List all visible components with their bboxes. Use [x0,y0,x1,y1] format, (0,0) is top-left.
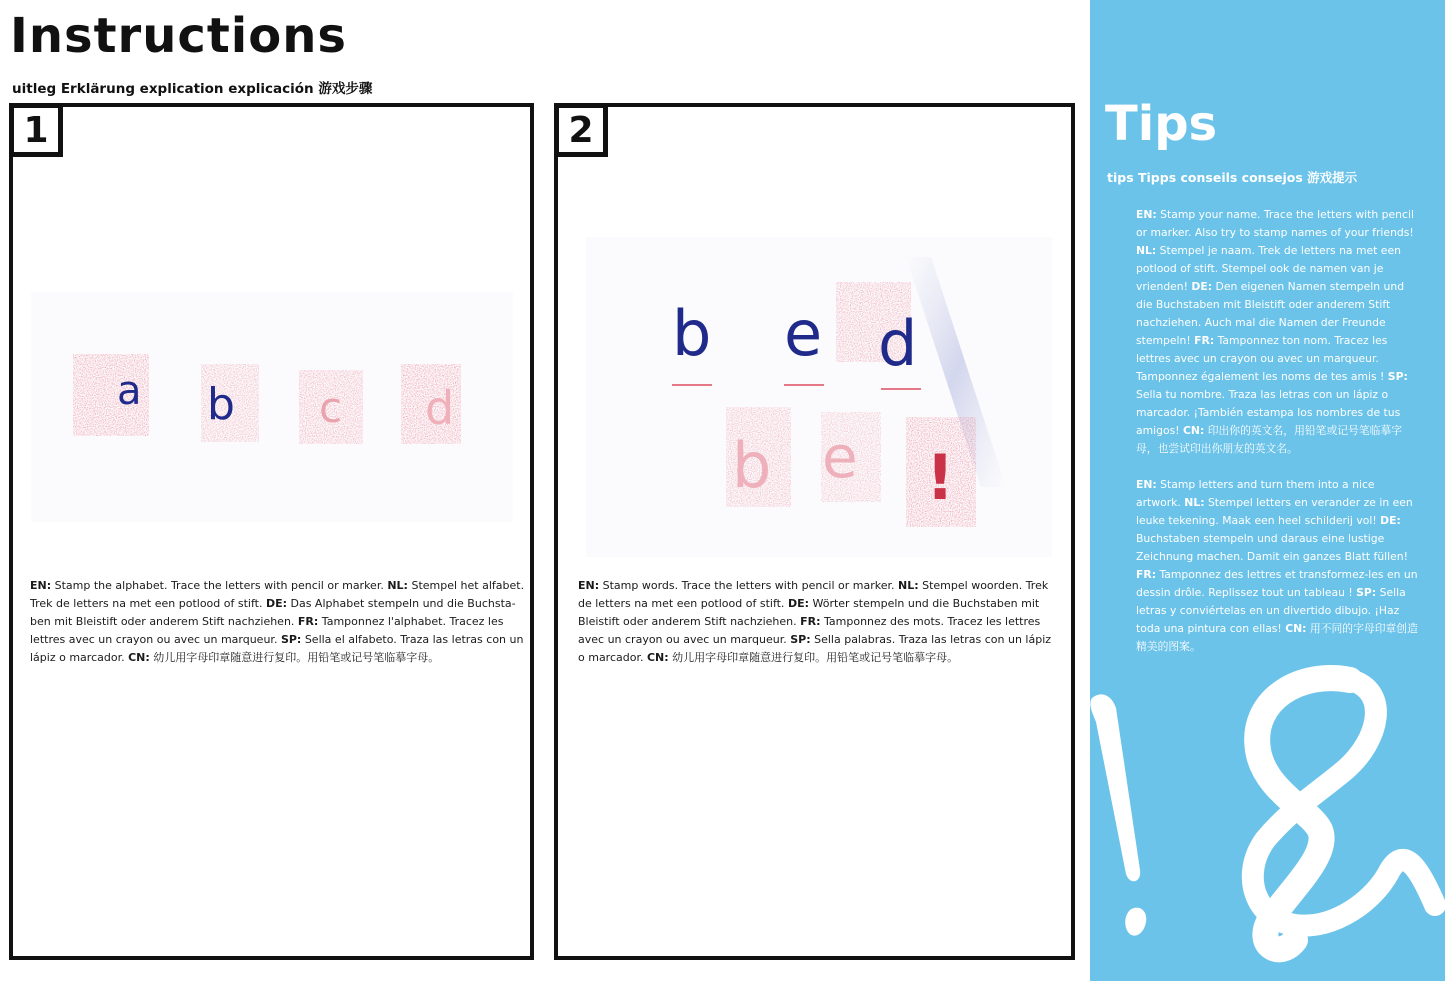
brush-exclamation-ampersand-graphic [1090,660,1445,981]
step-number: 2 [554,103,608,157]
tip-paragraph-2: EN: Stamp letters and turn them into a nice artwork. NL: Stempel letters en verander ze in een leuke tekening. Maak een heel schilderij vol! DE: Buchstaben stempeln und daraus eine lustige Zeichnung machen. Damit ein ganzes Blatt füllen! FR: Tamponnez des lettres et transformez-les en un dessin drôle. Replissez tout un tableau ! SP: Sella letras y conviértelas en un divertido dibujo. ¡Haz toda una pintura con ellas! CN: 用不同的字母印章创造精美的图案。 [1136,478,1418,653]
stamp-letter: d [878,307,918,380]
stamp-letter: e [784,297,823,370]
stamp-illustration-abcd [31,292,513,522]
stamp-letter: d [425,381,455,435]
instruction-card-2 [554,103,1075,960]
page-subtitle: uitleg Erklärung explication explicación 游戏步骤 [12,81,373,97]
stamp-letter: c [319,383,343,432]
instruction-text: EN: Stamp the alphabet. Trace the letters with pencil or marker. NL: Stempel het alfabet. Trek de letters na met een potlood of stift. DE: Das Alphabet stempeln und die Buchsta-ben mit Bleistift oder anderem Stift nachziehen. FR: Tamponnez l'alphabet. Tracez les lettres avec un crayon ou avec un marqueur. SP: Sella el alfabeto. Traza las letras con un lápiz o marcador. CN: 幼儿用字母印章随意进行复印。用铅笔或记号笔临摹字母。 [30,579,525,664]
stamp-letter: b [732,429,772,502]
stamp-letter: b [207,379,235,430]
tips-title: Tips [1105,96,1218,152]
tip-paragraph-1: EN: Stamp your name. Trace the letters with pencil or marker. Also try to stamp names of your friends! NL: Stempel je naam. Trek de letters na met een potlood of stift. Stempel ook de namen van je vrienden! DE: Den eigenen Namen stempeln und die Buchstaben mit Bleistift oder anderem Stift nachziehen. Auch mal die Namen der Freunde stempeln! FR: Tamponnez ton nom. Tracez les lettres avec un crayon ou avec un marqueur. Tamponnez également les noms de tes amis ! SP: Sella tu nombre. Traza las letras con un lápiz o marcador. ¡También estampa los nombres de tus amigos! CN: 印出你的英文名，用铅笔或记号笔临摹字母，也尝试印出你朋友的英文名。 [1136,208,1414,455]
stamp-letter: ! [926,441,955,514]
instruction-card-1 [9,103,534,960]
step-number: 1 [9,103,63,157]
tips-subtitle: tips Tipps conseils consejos 游戏提示 [1107,170,1358,185]
tips-panel [1090,0,1445,981]
stamp-letter: e [822,423,858,491]
page-title: Instructions [10,8,347,64]
stamp-letter: b [672,297,712,370]
stamp-letter: a [117,368,142,414]
stamp-illustration-bed [586,237,1052,557]
instruction-text: EN: Stamp words. Trace the letters with pencil or marker. NL: Stempel woorden. Trek de letters na met een potlood of stift. DE: Wörter stempeln und die Buchstaben mit Bleistift oder anderem Stift nachziehen. FR: Tamponnez des mots. Tracez les lettres avec un crayon ou avec un marqueur. SP: Sella palabras. Traza las letras con un lápiz o marcador. CN: 幼儿用字母印章随意进行复印。用铅笔或记号笔临摹字母。 [578,579,1052,664]
